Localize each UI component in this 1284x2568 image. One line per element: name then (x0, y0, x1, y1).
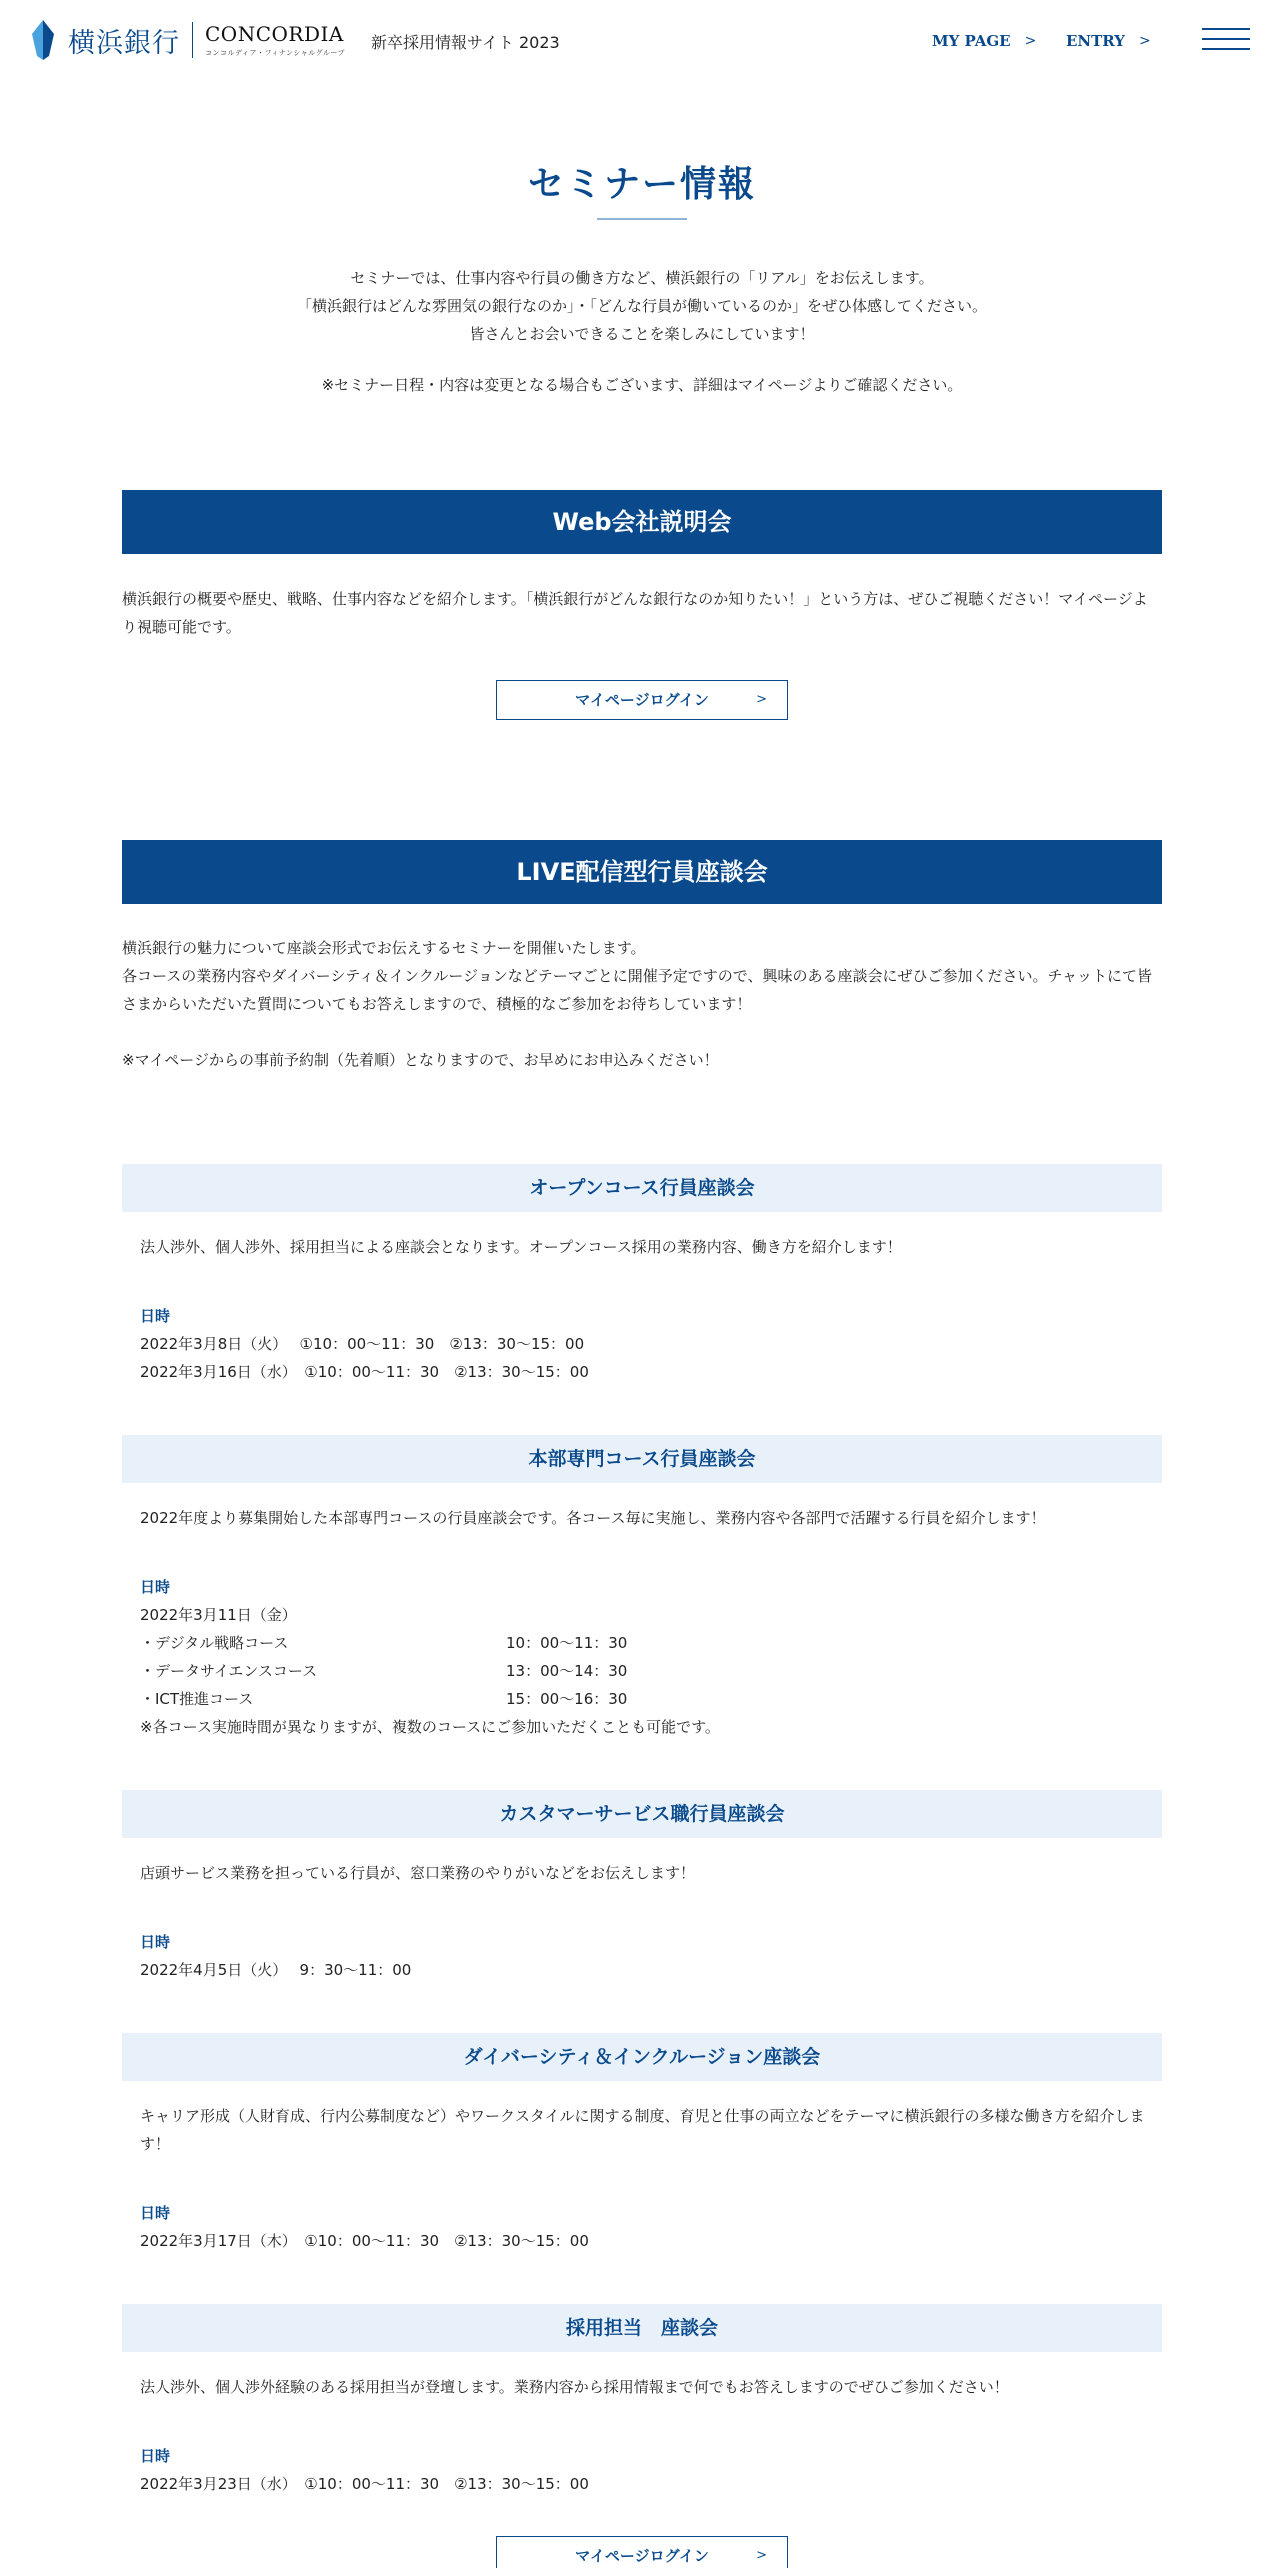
seminar-date: 2022年3月11日（金） (140, 1606, 297, 1624)
chevron-right-icon: > (756, 2548, 767, 2563)
concordia-logo (205, 22, 345, 58)
title-underline (597, 218, 687, 220)
chevron-right-icon: > (756, 692, 767, 707)
nav-entry-label: ENTRY (1066, 32, 1126, 50)
mypage-login-label: マイページログイン (575, 2547, 709, 2565)
web-seminar-heading: Web会社説明会 (122, 490, 1162, 554)
logo[interactable] (28, 18, 345, 62)
seminar-heading-open-course: オープンコース行員座談会 (122, 1164, 1162, 1212)
intro-text (0, 264, 1284, 348)
site-header (0, 0, 1284, 80)
live-seminar-note: ※マイページからの事前予約制（先着順）となりますので、お早めにお申込みください！ (122, 1051, 719, 1069)
seminar-date: 2022年3月16日（水） ①10：00～11：30 ②13：30～15：00 (140, 1363, 589, 1381)
datetime-label: 日時 (140, 2447, 171, 2465)
seminar-date: 2022年3月17日（木） ①10：00～11：30 ②13：30～15：00 (140, 2232, 589, 2250)
seminar-description: 店頭サービス業務を担っている行員が、窓口業務のやりがいなどをお伝えします！ (140, 1864, 696, 1882)
live-seminar-text: 各コースの業務内容やダイバーシティ＆インクルージョンなどテーマごとに開催予定ですので、興味のある座談会にぜひご参加ください。チャットにて皆さまからいただいた質問についてもお答えしますので、積極的なご参加をお待ちしています！ (122, 967, 1153, 1013)
seminar-date: 2022年4月5日（火） 9：30～11：00 (140, 1961, 412, 1979)
course-name: ・データサイエンスコース (140, 1662, 318, 1680)
course-name: ・デジタル戦略コース (140, 1634, 289, 1652)
mypage-login-button[interactable] (496, 680, 788, 720)
nav-entry-link[interactable] (1066, 32, 1151, 50)
seminar-heading-recruiter: 採用担当 座談会 (122, 2304, 1162, 2352)
chevron-right-icon: > (1024, 33, 1037, 49)
course-time: 10：00～11：30 (506, 1634, 628, 1652)
page-title: セミナー情報 (527, 164, 756, 205)
course-time: 15：00～16：30 (506, 1690, 628, 1708)
seminar-description: 2022年度より募集開始した本部専門コースの行員座談会です。各コース毎に実施し、業務内容や各部門で活躍する行員を紹介します！ (140, 1509, 1046, 1527)
concordia-logo-subtext: コンコルディア・フィナンシャルグループ (205, 49, 346, 57)
seminar-date: 2022年3月23日（水） ①10：00～11：30 ②13：30～15：00 (140, 2475, 589, 2493)
live-seminar-text: 横浜銀行の魅力について座談会形式でお伝えするセミナーを開催いたします。 (122, 939, 646, 957)
nav-mypage-link[interactable] (932, 32, 1036, 50)
datetime-label: 日時 (140, 2204, 171, 2222)
intro-line: 「横浜銀行はどんな雰囲気の銀行なのか」・「どんな行員が働いているのか」をぜひ体感してください。 (296, 297, 987, 315)
hamburger-icon[interactable] (1202, 28, 1250, 52)
seminar-description: キャリア形成（人財育成、行内公募制度など）やワークスタイルに関する制度、育児と仕事の両立などをテーマに横浜銀行の多様な働き方を紹介します！ (140, 2107, 1145, 2153)
site-title: 新卒採用情報サイト 2023 (371, 33, 560, 52)
nav-mypage-label: MY PAGE (932, 32, 1011, 50)
seminar-description: 法人渉外、個人渉外、採用担当による座談会となります。オープンコース採用の業務内容、働き方を紹介します！ (140, 1238, 902, 1256)
course-name: ・ICT推進コース (140, 1690, 254, 1708)
datetime-label: 日時 (140, 1578, 171, 1596)
live-seminar-heading: LIVE配信型行員座談会 (122, 840, 1162, 904)
seminar-heading-hq-course: 本部専門コース行員座談会 (122, 1435, 1162, 1483)
seminar-description: 法人渉外、個人渉外経験のある採用担当が登壇します。業務内容から採用情報まで何でもお答えしますのでぜひご参加ください！ (140, 2378, 1009, 2396)
logo-divider (192, 22, 193, 58)
intro-line: 皆さんとお会いできることを楽しみにしています！ (469, 325, 815, 343)
web-seminar-text: 横浜銀行の概要や歴史、戦略、仕事内容などを紹介します。「横浜銀行がどんな銀行なのか知りたい！」という方は、ぜひご視聴ください！マイページより視聴可能です。 (122, 590, 1148, 636)
seminar-heading-diversity: ダイバーシティ＆インクルージョン座談会 (122, 2033, 1162, 2081)
intro-line: セミナーでは、仕事内容や行員の働き方など、横浜銀行の「リアル」をお伝えします。 (350, 269, 934, 287)
logo-bank-name: 横浜銀行 (68, 27, 180, 59)
datetime-label: 日時 (140, 1933, 171, 1951)
bank-logo-icon (28, 20, 58, 60)
seminar-date: 2022年3月8日（火） ①10：00～11：30 ②13：30～15：00 (140, 1335, 585, 1353)
intro-note: ※セミナー日程・内容は変更となる場合もございます、詳細はマイページよりご確認ください。 (321, 376, 963, 394)
concordia-logo-text: CONCORDIA (205, 22, 344, 46)
datetime-label: 日時 (140, 1307, 171, 1325)
seminar-note: ※各コース実施時間が異なりますが、複数のコースにご参加いただくことも可能です。 (140, 1718, 720, 1736)
course-time: 13：00～14：30 (506, 1662, 628, 1680)
chevron-right-icon: > (1139, 33, 1151, 49)
mypage-login-label: マイページログイン (575, 691, 709, 709)
mypage-login-button[interactable] (496, 2536, 788, 2568)
seminar-heading-customer-service: カスタマーサービス職行員座談会 (122, 1790, 1162, 1838)
